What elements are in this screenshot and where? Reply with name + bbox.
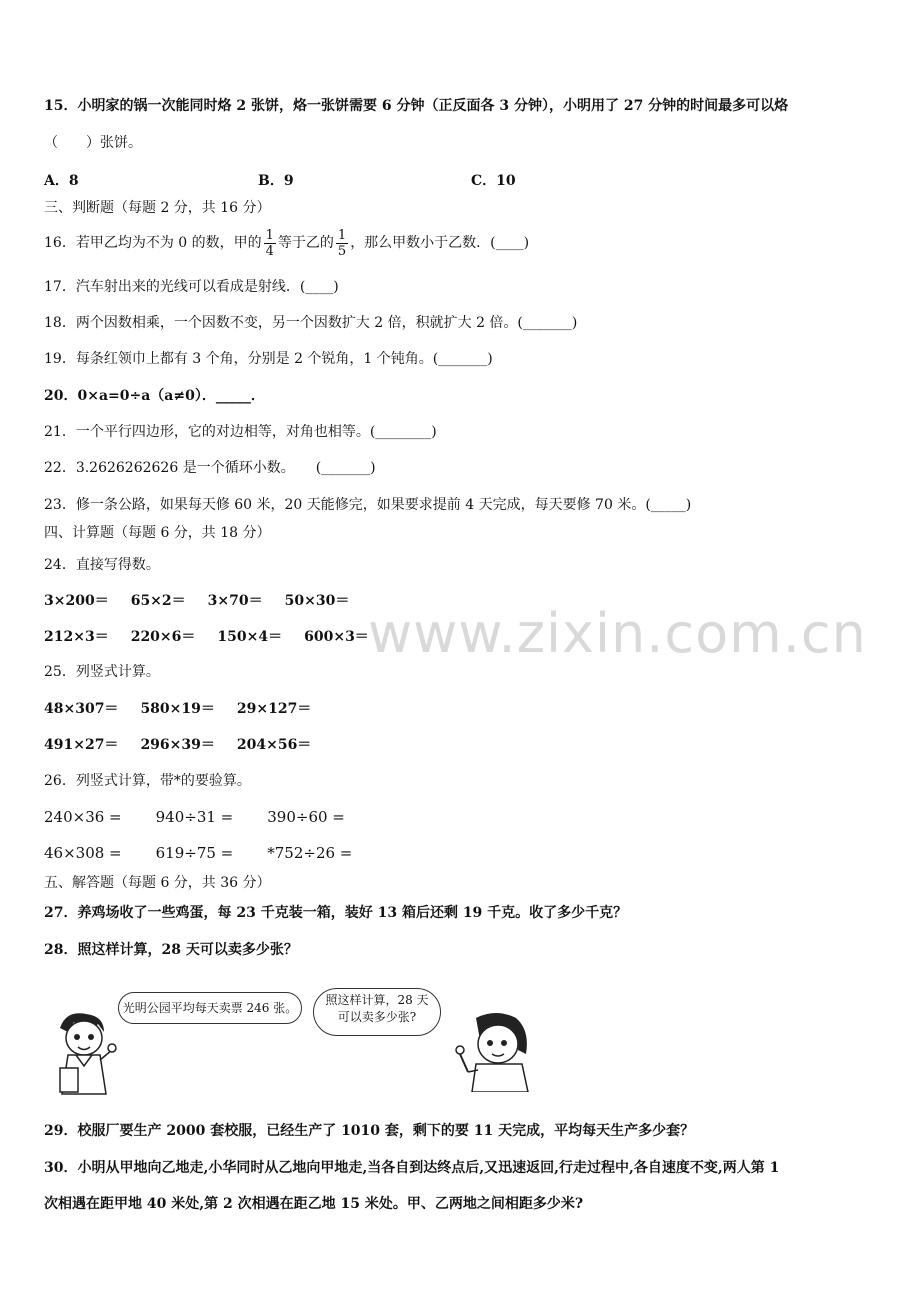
fraction-one-fifth xyxy=(336,228,348,259)
math-item: 46×308 = xyxy=(44,844,122,862)
question-16 xyxy=(44,226,529,260)
question-24-title: 24．直接写得数。 xyxy=(44,557,160,573)
question-26-title: 26．列竖式计算，带*的要验算。 xyxy=(44,773,251,789)
math-item: 390÷60 = xyxy=(267,808,345,826)
question-24-row1 xyxy=(44,591,371,611)
fraction-denominator: 4 xyxy=(265,243,274,259)
question-16-post: ，那么甲数小于乙数．(____) xyxy=(350,235,530,251)
calc-item: 491×27＝ xyxy=(44,737,119,753)
fraction-one-fourth xyxy=(264,228,276,259)
boy-illustration-icon xyxy=(46,1008,122,1100)
math-item: 940÷31 = xyxy=(155,808,234,826)
question-25-row1 xyxy=(44,699,333,719)
question-17: 17．汽车射出来的光线可以看成是射线．(____) xyxy=(44,279,339,295)
option-b: B．9 xyxy=(258,173,294,189)
calc-item: 50×30＝ xyxy=(284,593,350,609)
question-29: 29．校服厂要生产 2000 套校服，已经生产了 1010 套，剩下的要 11 天完成，平均每天生产多少套？ xyxy=(44,1123,695,1139)
girl-illustration-icon xyxy=(446,1010,534,1092)
option-a: A．8 xyxy=(44,173,79,189)
question-18: 18．两个因数相乘，一个因数不变，另一个因数扩大 2 倍，积就扩大 2 倍。(_______) xyxy=(44,315,578,331)
calc-item: 3×200＝ xyxy=(44,593,109,609)
question-15-line2: （ ）张饼。 xyxy=(44,135,142,151)
math-item: *752÷26 = xyxy=(267,844,353,862)
question-30-line1: 30．小明从甲地向乙地走,小华同时从乙地向甲地走,当各自到达终点后,又迅速返回,行走过程中,各自速度不变,两人第 1 xyxy=(44,1160,780,1176)
bubble-right-line1: 照这样计算，28 天 xyxy=(325,993,429,1007)
question-28-title: 28．照这样计算，28 天可以卖多少张？ xyxy=(44,942,298,958)
question-19: 19．每条红领巾上都有 3 个角，分别是 2 个锐角，1 个钝角。(_______) xyxy=(44,351,493,367)
math-item: 240×36 = xyxy=(44,808,122,826)
question-30-line2: 次相遇在距甲地 40 米处,第 2 次相遇在距乙地 15 米处。甲、乙两地之间相距多少米? xyxy=(44,1196,584,1212)
fraction-denominator: 5 xyxy=(337,243,347,259)
calc-item: 29×127＝ xyxy=(236,701,312,717)
question-26-row1 xyxy=(44,807,379,828)
math-item: 619÷75 = xyxy=(155,844,234,862)
question-25-row2 xyxy=(44,735,333,755)
calc-item: 212×3＝ xyxy=(44,629,109,645)
speech-bubble-left: 光明公园平均每天卖票 246 张。 xyxy=(118,992,302,1024)
question-15-line1: 15．小明家的锅一次能同时烙 2 张饼，烙一张饼需要 6 分钟（正反面各 3 分钟），小明用了 27 分钟的时间最多可以烙 xyxy=(44,98,789,114)
question-27: 27．养鸡场收了一些鸡蛋，每 23 千克装一箱，装好 13 箱后还剩 19 千克。收了多少千克？ xyxy=(44,905,628,921)
question-24-row2 xyxy=(44,627,391,647)
question-16-mid: 等于乙的 xyxy=(277,235,334,251)
calc-item: 580×19＝ xyxy=(140,701,215,717)
calc-item: 3×70＝ xyxy=(207,593,263,609)
calc-item: 204×56＝ xyxy=(236,737,312,753)
calc-item: 48×307＝ xyxy=(44,701,119,717)
calc-item: 220×6＝ xyxy=(130,629,196,645)
section-4-heading: 四、计算题（每题 6 分，共 18 分） xyxy=(44,525,271,541)
section-3-heading: 三、判断题（每题 2 分，共 16 分） xyxy=(44,200,271,216)
question-16-pre: 16．若甲乙均为不为 0 的数，甲的 xyxy=(44,235,262,251)
bubble-right-line2: 可以卖多少张? xyxy=(337,1010,417,1024)
question-23: 23．修一条公路，如果每天修 60 米，20 天能修完，如果要求提前 4 天完成，每天要修 70 米。(_____) xyxy=(44,497,692,513)
speech-bubble-right xyxy=(313,988,441,1036)
calc-item: 65×2＝ xyxy=(130,593,186,609)
fraction-numerator: 1 xyxy=(337,227,347,243)
question-21: 21．一个平行四边形，它的对边相等，对角也相等。(________) xyxy=(44,424,437,440)
section-5-heading: 五、解答题（每题 6 分，共 36 分） xyxy=(44,875,271,891)
option-c: C．10 xyxy=(471,173,516,189)
watermark: www.zixin.com.cn xyxy=(368,602,867,665)
calc-item: 150×4＝ xyxy=(217,629,283,645)
fraction-numerator: 1 xyxy=(265,227,274,243)
question-20: 20．0×a=0÷a（a≠0）．_____． xyxy=(44,388,265,404)
question-26-row2 xyxy=(44,843,386,864)
question-22: 22．3.2626262626 是一个循环小数。 (_______) xyxy=(44,460,376,476)
question-25-title: 25．列竖式计算。 xyxy=(44,664,160,680)
calc-item: 600×3＝ xyxy=(304,629,369,645)
calc-item: 296×39＝ xyxy=(140,737,215,753)
